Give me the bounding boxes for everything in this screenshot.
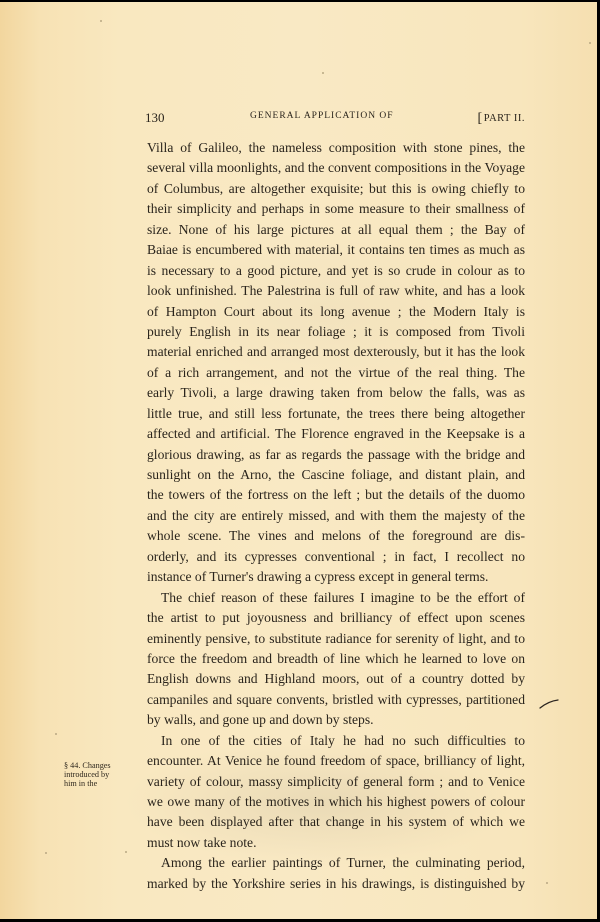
running-head xyxy=(145,110,525,128)
paper-speck xyxy=(125,851,127,853)
paper-speck xyxy=(546,882,548,884)
text-line: whole scene. The vines and melons of the foreground are dis- xyxy=(147,528,525,544)
text-line: encounter. At Venice he found freedom of space, brilliancy of light, xyxy=(147,753,525,769)
paper-speck xyxy=(100,20,102,22)
sidenote-line: § 44. Changes xyxy=(64,761,111,770)
running-head-title: GENERAL APPLICATION OF xyxy=(250,111,394,121)
running-head-part xyxy=(478,110,525,126)
text-line: eminently pensive, to substitute radiance for serenity of light, and to xyxy=(147,630,525,646)
sidenote-line: him in the xyxy=(64,779,98,788)
text-line: marked by the Yorkshire series in his drawings, is distinguished by xyxy=(147,875,525,891)
text-line: glorious drawing, as far as regards the passage with the bridge and xyxy=(147,446,525,462)
paragraph-end-line: instance of Turner's drawing a cypress except in general terms. xyxy=(147,569,489,585)
book-page xyxy=(0,2,597,919)
text-line: size. None of his large pictures at all equal them ; the Bay of xyxy=(147,221,525,237)
text-line: little true, and still less fortunate, the trees there being altogether xyxy=(147,405,525,421)
page-number: 130 xyxy=(145,110,165,125)
text-line: Baiae is encumbered with material, it contains ten times as much as xyxy=(147,242,525,258)
text-line: look unfinished. The Palestrina is full of raw white, and has a look xyxy=(147,283,525,299)
text-line: force the freedom and breadth of line which he learned to love on xyxy=(147,650,525,666)
body-text xyxy=(147,138,525,894)
text-line: of a rich arrangement, and not the virtue of the real thing. The xyxy=(147,364,525,380)
text-line: orderly, and its cypresses conventional ; in fact, I recollect no xyxy=(147,548,525,564)
paragraph-start-line: The chief reason of these failures I imagine to be the effort of xyxy=(161,589,525,605)
paper-speck xyxy=(322,72,324,74)
pencil-mark-icon xyxy=(539,699,559,709)
text-line: Villa of Galileo, the nameless composition with stone pines, the xyxy=(147,140,525,155)
text-line: variety of colour, massy simplicity of general form ; and to Venice xyxy=(147,773,525,789)
text-line: their simplicity and perhaps in some measure to their smallness of xyxy=(147,201,525,217)
text-line: English downs and Highland moors, out of a country dotted by xyxy=(147,671,525,687)
sidenote-line: introduced by xyxy=(64,770,110,779)
part-label: PART II. xyxy=(483,113,525,124)
text-line: and the city are entirely missed, and with them the majesty of the xyxy=(147,507,525,523)
text-line: of Hampton Court about its long avenue ; the Modern Italy is xyxy=(147,303,525,319)
paper-speck xyxy=(589,42,591,44)
paragraph-end-line: must now take note. xyxy=(147,834,257,850)
text-line: early Tivoli, a large drawing taken from below the falls, was as xyxy=(147,385,525,401)
paper-speck xyxy=(45,852,47,854)
text-line: have been displayed after that change in his system of which we xyxy=(147,814,525,830)
paragraph-end-line: by walls, and gone up and down by steps. xyxy=(147,712,374,728)
text-line: is necessary to a good picture, and yet is so crude in colour as to xyxy=(147,262,525,278)
paragraph-start-line: Among the earlier paintings of Turner, the culminating period, xyxy=(161,855,525,871)
bracket-glyph: [ xyxy=(477,111,483,126)
text-line: we owe many of the motives in which his highest powers of colour xyxy=(147,794,525,809)
text-line: campaniles and square convents, bristled with cypresses, partitioned xyxy=(147,691,525,707)
margin-sidenote xyxy=(64,761,148,788)
text-line: several villa moonlights, and the convent compositions in the Voyage xyxy=(147,160,525,176)
text-line: purely English in its near foliage ; it is composed from Tivoli xyxy=(147,323,525,339)
text-line: material enriched and arranged most dexterously, but it has the look xyxy=(147,344,525,360)
paragraph-start-line: In one of the cities of Italy he had no such difficulties to xyxy=(161,732,525,748)
paper-speck xyxy=(55,733,57,735)
text-line: sunlight on the Arno, the Cascine foliage, and distant plain, and xyxy=(147,467,525,482)
text-line: affected and artificial. The Florence engraved in the Keepsake is a xyxy=(147,426,525,442)
text-line: the artist to put joyousness and brilliancy of effect upon scenes xyxy=(147,610,525,626)
text-line: the towers of the fortress on the left ; but the details of the duomo xyxy=(147,487,525,503)
text-line: of Columbus, are altogether exquisite; but this is owing chiefly to xyxy=(147,180,525,196)
